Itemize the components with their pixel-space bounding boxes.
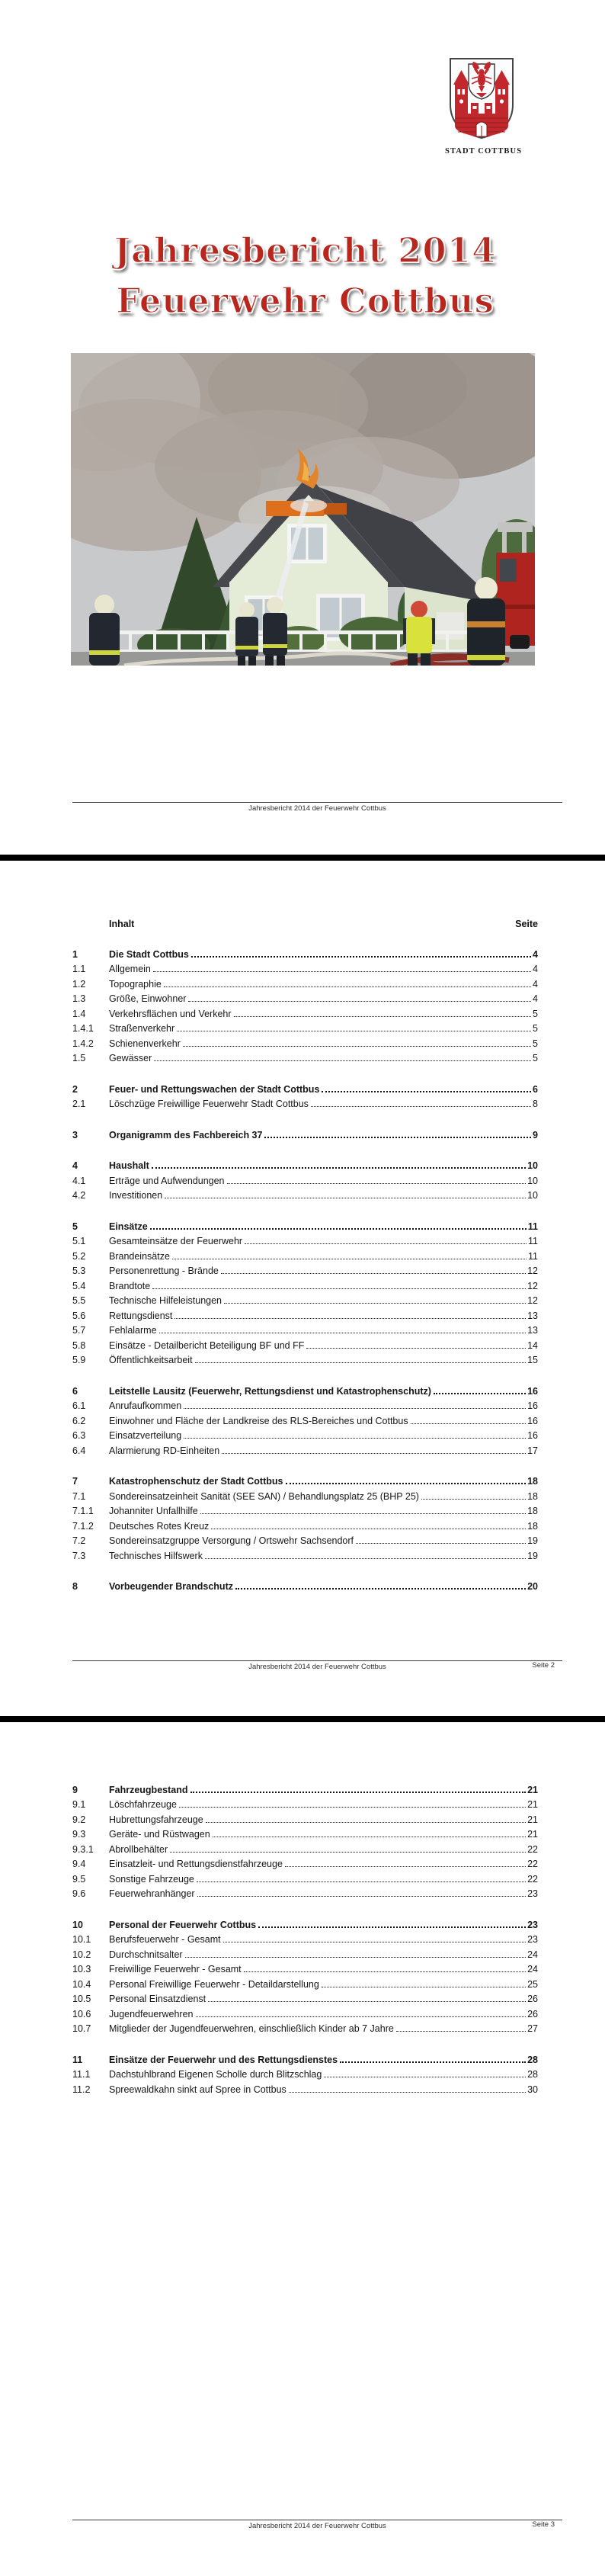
- dot-leader: [258, 1926, 526, 1928]
- toc-entry-7.1.1[interactable]: [72, 1502, 538, 1517]
- dot-leader: [153, 971, 531, 972]
- toc-entry-number: 5.4: [72, 1280, 86, 1291]
- footer-doc-title: Jahresbericht 2014 der Feuerwehr Cottbus: [248, 2522, 386, 2530]
- footer-doc-title: Jahresbericht 2014 der Feuerwehr Cottbus: [248, 804, 386, 813]
- dot-leader: [154, 1060, 531, 1061]
- toc-entry-title: Alarmierung RD-Einheiten: [109, 1445, 220, 1456]
- toc-entry-title: Johanniter Unfallhilfe: [109, 1506, 198, 1516]
- dot-leader: [244, 1971, 526, 1972]
- toc-entry-title: Feuer- und Rettungswachen der Stadt Cottbus: [109, 1083, 320, 1095]
- toc-entry-page: 26: [527, 1994, 538, 2004]
- toc-entry-number: 9.3.1: [72, 1843, 94, 1855]
- toc-entry-title: Geräte- und Rüstwagen: [109, 1829, 210, 1840]
- toc-entry-number: 1.4: [72, 1008, 86, 1019]
- toc-entry-number: 8: [72, 1581, 78, 1592]
- toc-entry-page: 4: [533, 978, 538, 990]
- toc-entry-title: Spreewaldkahn sinkt auf Spree in Cottbus: [109, 2084, 286, 2095]
- dot-leader: [197, 1881, 526, 1882]
- toc-entry-page: 9: [533, 1129, 538, 1140]
- toc-entry-title: Straßenverkehr: [109, 1023, 175, 1034]
- dot-leader: [190, 1792, 527, 1793]
- dot-leader: [152, 1288, 526, 1289]
- toc-entry-number: 9.1: [72, 1799, 86, 1810]
- coat-of-arms-icon: [445, 56, 518, 141]
- toc-entry-5.8[interactable]: [72, 1336, 538, 1351]
- toc-entry-number: 9.6: [72, 1888, 86, 1899]
- dot-leader: [311, 1106, 531, 1107]
- toc-entry-title: Technisches Hilfswerk: [109, 1550, 203, 1561]
- toc-entry-1.1[interactable]: [72, 960, 538, 975]
- toc-entry-6.4[interactable]: [72, 1441, 538, 1456]
- toc-entry-10.2[interactable]: [72, 1945, 538, 1960]
- toc-entry-1.3[interactable]: [72, 990, 538, 1005]
- toc-entry-title: Schienenverkehr: [109, 1038, 181, 1049]
- toc-list-page-2: [72, 945, 538, 1592]
- toc-entry-number: 2.1: [72, 1099, 86, 1109]
- toc-entry-number: 4.2: [72, 1190, 86, 1201]
- toc-entry-page: 14: [527, 1339, 538, 1351]
- toc-entry-10.6[interactable]: [72, 2004, 538, 2019]
- toc-entry-10.3[interactable]: [72, 1960, 538, 1975]
- toc-entry-2.1[interactable]: [72, 1095, 538, 1110]
- toc-entry-number: 10: [72, 1919, 83, 1930]
- report-title-line1: Jahresbericht 2014: [114, 230, 497, 271]
- toc-entry-page: 23: [527, 1919, 538, 1930]
- toc-entry-5.6[interactable]: [72, 1306, 538, 1321]
- toc-entry-number: 9.4: [72, 1859, 86, 1869]
- toc-entry-title: Einwohner und Fläche der Landkreise des RLS-Bereiches und Cottbus: [109, 1415, 408, 1426]
- toc-entry-title: Einsatzverteilung: [109, 1430, 182, 1441]
- toc-entry-number: 5.2: [72, 1250, 86, 1262]
- toc-entry-11.1[interactable]: [72, 2065, 538, 2080]
- toc-entry-page: 6: [533, 1083, 538, 1095]
- toc-entry-number: 1.4.1: [72, 1023, 94, 1034]
- toc-entry-title: Größe, Einwohner: [109, 993, 187, 1004]
- toc-entry-page: 28: [527, 2054, 538, 2065]
- toc-entry-4[interactable]: [72, 1156, 538, 1172]
- toc-entry-page: 22: [527, 1873, 538, 1885]
- dot-leader: [179, 1807, 526, 1808]
- toc-entry-page: 11: [528, 1236, 538, 1246]
- toc-entry-page: 16: [527, 1430, 538, 1441]
- toc-entry-number: 10.6: [72, 2008, 91, 2019]
- toc-entry-number: 5: [72, 1221, 78, 1232]
- toc-entry-number: 5.5: [72, 1295, 86, 1306]
- toc-entry-10.7[interactable]: [72, 2019, 538, 2035]
- toc-entry-title: Einsatzleit- und Rettungsdienstfahrzeuge: [109, 1859, 283, 1869]
- toc-entry-page: 21: [527, 1814, 538, 1825]
- toc-entry-page: 5: [533, 1008, 538, 1019]
- dot-leader: [185, 1957, 527, 1958]
- toc-entry-number: 3: [72, 1129, 78, 1140]
- toc-entry-title: Erträge und Aufwendungen: [109, 1175, 225, 1186]
- toc-entry-page: 15: [527, 1355, 538, 1365]
- toc-entry-title: Topographie: [109, 978, 162, 990]
- toc-entry-number: 1.4.2: [72, 1038, 94, 1049]
- footer-page-number: Seite 2: [532, 1661, 555, 1670]
- toc-entry-number: 10.5: [72, 1994, 91, 2004]
- toc-entry-page: 19: [527, 1535, 538, 1546]
- toc-entry-page: 11: [527, 1221, 538, 1232]
- page-separator-2: [0, 1716, 605, 1722]
- toc-entry-title: Dachstuhlbrand Eigenen Scholle durch Blitzschlag: [109, 2069, 322, 2080]
- toc-entry-page: 17: [527, 1445, 538, 1456]
- dot-leader: [184, 1438, 526, 1439]
- toc-entry-11.2[interactable]: [72, 2080, 538, 2095]
- footer-doc-title: Jahresbericht 2014 der Feuerwehr Cottbus: [248, 1663, 386, 1671]
- dot-leader: [306, 1348, 526, 1349]
- dot-leader: [224, 1303, 526, 1304]
- toc-entry-title: Feuerwehranhänger: [109, 1888, 195, 1899]
- dot-leader: [195, 1362, 527, 1363]
- toc-entry-title: Durchschnitsalter: [109, 1949, 183, 1960]
- toc-entry-9[interactable]: [72, 1780, 538, 1795]
- toc-entry-number: 6.2: [72, 1415, 86, 1426]
- toc-entry-title: Gewässer: [109, 1053, 152, 1063]
- toc-entry-page: 12: [527, 1295, 538, 1306]
- toc-entry-1[interactable]: [72, 945, 538, 960]
- dot-leader: [191, 956, 531, 958]
- dot-leader: [221, 1273, 526, 1274]
- dot-leader: [200, 1513, 526, 1514]
- dot-leader: [340, 2061, 526, 2063]
- dot-leader: [152, 1167, 526, 1169]
- toc-entry-number: 7: [72, 1476, 78, 1487]
- toc-entry-6.3[interactable]: [72, 1426, 538, 1442]
- toc-entry-1.5[interactable]: [72, 1049, 538, 1064]
- dot-leader: [170, 1852, 526, 1853]
- toc-entry-9.3[interactable]: [72, 1825, 538, 1840]
- toc-entry-page: 11: [528, 1250, 538, 1262]
- toc-entry-number: 9: [72, 1784, 78, 1795]
- toc-entry-page: 18: [527, 1490, 538, 1502]
- footer-page-1: [72, 802, 562, 813]
- toc-entry-page: 22: [527, 1859, 538, 1869]
- toc-entry-title: Rettungsdienst: [109, 1310, 173, 1321]
- toc-entry-page: 8: [533, 1099, 538, 1109]
- dot-leader: [197, 1896, 527, 1897]
- toc-entry-9.5[interactable]: [72, 1869, 538, 1885]
- toc-entry-number: 10.4: [72, 1978, 91, 1990]
- toc-entry-page: 5: [533, 1038, 538, 1049]
- toc-entry-9.3.1[interactable]: [72, 1840, 538, 1855]
- toc-entry-4.1[interactable]: [72, 1171, 538, 1186]
- toc-entry-title: Personal Einsatzdienst: [109, 1994, 206, 2004]
- toc-entry-page: 30: [527, 2084, 538, 2095]
- dot-leader: [174, 1318, 526, 1319]
- toc-entry-number: 1.3: [72, 993, 86, 1004]
- dot-leader: [196, 2016, 527, 2017]
- dot-leader: [322, 1091, 531, 1092]
- toc-entry-title: Vorbeugender Brandschutz: [109, 1581, 233, 1592]
- toc-entry-page: 10: [527, 1175, 538, 1186]
- toc-entry-title: Leitstelle Lausitz (Feuerwehr, Rettungsdienst und Katastrophenschutz): [109, 1385, 431, 1397]
- toc-entry-page: 22: [527, 1843, 538, 1855]
- toc-entry-page: 28: [527, 2069, 538, 2080]
- dot-leader: [434, 1393, 526, 1394]
- report-title: [72, 226, 538, 326]
- toc-entry-1.4[interactable]: [72, 1004, 538, 1019]
- dot-leader: [235, 1588, 526, 1590]
- toc-entry-page: 18: [527, 1476, 538, 1487]
- dot-leader: [183, 1046, 531, 1047]
- dot-leader: [184, 1408, 526, 1409]
- toc-entry-number: 1.5: [72, 1053, 86, 1063]
- toc-entry-number: 10.2: [72, 1949, 91, 1960]
- toc-entry-10.4[interactable]: [72, 1975, 538, 1990]
- toc-entry-title: Sondereinsatzgruppe Versorgung / Ortswehr Sachsendorf: [109, 1535, 354, 1546]
- dot-leader: [356, 1543, 526, 1544]
- dot-leader: [150, 1228, 527, 1230]
- toc-entry-2[interactable]: [72, 1079, 538, 1095]
- toc-entry-5.5[interactable]: [72, 1291, 538, 1307]
- toc-entry-title: Sonstige Fahrzeuge: [109, 1873, 194, 1885]
- toc-entry-title: Löschfahrzeuge: [109, 1799, 177, 1810]
- toc-entry-title: Fahrzeugbestand: [109, 1784, 188, 1795]
- dot-leader: [421, 1499, 526, 1500]
- dot-leader: [411, 1423, 527, 1424]
- toc-entry-number: 7.1.2: [72, 1520, 94, 1532]
- toc-entry-title: Personenrettung - Brände: [109, 1266, 219, 1276]
- toc-entry-title: Die Stadt Cottbus: [109, 948, 189, 960]
- toc-entry-number: 10.7: [72, 2023, 91, 2034]
- dot-leader: [227, 1183, 527, 1184]
- dot-leader: [286, 1483, 527, 1484]
- toc-entry-page: 10: [527, 1160, 538, 1171]
- toc-entry-page: 4: [533, 993, 538, 1004]
- dot-leader: [206, 1822, 526, 1823]
- toc-entry-title: Freiwillige Feuerwehr - Gesamt: [109, 1964, 242, 1975]
- toc-entry-page: 24: [527, 1949, 538, 1960]
- toc-entry-page: 27: [527, 2023, 538, 2034]
- dot-leader: [208, 2001, 526, 2002]
- toc-entry-title: Gesamteinsätze der Feuerwehr: [109, 1236, 243, 1246]
- toc-entry-number: 7.2: [72, 1535, 86, 1546]
- toc-entry-9.4[interactable]: [72, 1855, 538, 1870]
- toc-header-inhalt: Inhalt: [109, 919, 135, 929]
- toc-header-seite: Seite: [515, 919, 538, 929]
- toc-entry-6[interactable]: [72, 1381, 538, 1397]
- toc-entry-number: 5.6: [72, 1310, 86, 1321]
- toc-entry-title: Öffentlichkeitsarbeit: [109, 1355, 193, 1365]
- toc-entry-title: Hubrettungsfahrzeuge: [109, 1814, 203, 1825]
- toc-entry-page: 4: [533, 964, 538, 974]
- toc-entry-11[interactable]: [72, 2050, 538, 2065]
- page-2: [0, 861, 605, 1716]
- house-fire-scene: [71, 353, 535, 666]
- toc-entry-3[interactable]: [72, 1125, 538, 1140]
- toc-entry-5.7[interactable]: [72, 1321, 538, 1336]
- toc-entry-page: 23: [527, 1888, 538, 1899]
- toc-entry-title: Allgemein: [109, 964, 151, 974]
- dot-leader: [222, 1453, 526, 1454]
- toc-entry-title: Organigramm des Fachbereich 37: [109, 1129, 263, 1140]
- footer-page-2: [72, 1660, 562, 1671]
- toc-entry-number: 9.5: [72, 1873, 86, 1885]
- toc-entry-number: 7.3: [72, 1550, 86, 1561]
- toc-entry-10[interactable]: [72, 1915, 538, 1930]
- dot-leader: [188, 1001, 531, 1002]
- toc-entry-page: 4: [533, 948, 538, 960]
- toc-entry-title: Fehlalarme: [109, 1325, 157, 1336]
- toc-entry-5.4[interactable]: [72, 1276, 538, 1291]
- toc-entry-number: 9.3: [72, 1829, 86, 1840]
- toc-entry-page: 5: [533, 1053, 538, 1063]
- logo-caption: STADT COTTBUS: [445, 147, 523, 156]
- toc-entry-number: 11: [72, 2054, 83, 2065]
- toc-entry-number: 6: [72, 1385, 78, 1397]
- toc-entry-title: Investitionen: [109, 1190, 163, 1201]
- toc-entry-number: 5.9: [72, 1355, 86, 1365]
- toc-entry-title: Anrufaufkommen: [109, 1400, 182, 1411]
- toc-entry-7[interactable]: [72, 1472, 538, 1487]
- toc-entry-page: 5: [533, 1023, 538, 1034]
- dot-leader: [205, 1558, 526, 1559]
- toc-entry-title: Einsätze - Detailbericht Beteiligung BF und FF: [109, 1339, 305, 1351]
- toc-entry-7.1.2[interactable]: [72, 1516, 538, 1532]
- toc-entry-title: Personal der Feuerwehr Cottbus: [109, 1919, 257, 1930]
- toc-entry-6.2[interactable]: [72, 1411, 538, 1426]
- toc-entry-number: 11.2: [72, 2084, 91, 2095]
- toc-entry-7.2[interactable]: [72, 1532, 538, 1547]
- toc-entry-number: 7.1: [72, 1490, 86, 1502]
- toc-entry-page: 12: [527, 1266, 538, 1276]
- toc-entry-page: 23: [527, 1934, 538, 1945]
- toc-entry-9.1[interactable]: [72, 1795, 538, 1811]
- toc-entry-page: 18: [527, 1506, 538, 1516]
- toc-entry-page: 21: [527, 1829, 538, 1840]
- toc-entry-page: 25: [527, 1978, 538, 1990]
- toc-entry-8[interactable]: [72, 1577, 538, 1593]
- cover-photo: [71, 353, 535, 666]
- toc-entry-page: 20: [527, 1581, 538, 1592]
- toc-entry-5[interactable]: [72, 1217, 538, 1232]
- toc-entry-page: 12: [527, 1280, 538, 1291]
- dot-leader: [396, 2031, 526, 2032]
- toc-entry-number: 5.1: [72, 1236, 86, 1246]
- toc-entry-5.1[interactable]: [72, 1232, 538, 1247]
- toc-entry-number: 11.1: [72, 2069, 91, 2080]
- toc-entry-10.5[interactable]: [72, 1990, 538, 2005]
- toc-entry-title: Mitglieder der Jugendfeuerwehren, einschließlich Kinder ab 7 Jahre: [109, 2023, 394, 2034]
- toc-header: [72, 919, 538, 929]
- toc-entry-7.1[interactable]: [72, 1487, 538, 1502]
- dot-leader: [285, 1866, 526, 1867]
- toc-entry-page: 13: [527, 1310, 538, 1321]
- report-title-line2: Feuerwehr Cottbus: [116, 281, 495, 322]
- toc-entry-number: 9.2: [72, 1814, 86, 1825]
- toc-entry-9.2[interactable]: [72, 1810, 538, 1825]
- toc-entry-1.4.2[interactable]: [72, 1034, 538, 1049]
- toc-entry-5.3[interactable]: [72, 1262, 538, 1277]
- toc-entry-number: 2: [72, 1083, 78, 1095]
- toc-entry-number: 5.3: [72, 1266, 86, 1276]
- toc-entry-number: 4.1: [72, 1175, 86, 1186]
- toc-entry-number: 4: [72, 1160, 78, 1171]
- stadt-cottbus-logo: [445, 56, 523, 156]
- toc-entry-page: 21: [527, 1784, 538, 1795]
- toc-entry-number: 6.3: [72, 1430, 86, 1441]
- toc-entry-title: Brandtote: [109, 1280, 151, 1291]
- toc-entry-title: Technische Hilfeleistungen: [109, 1295, 222, 1306]
- toc-entry-page: 21: [527, 1799, 538, 1810]
- page-separator-1: [0, 855, 605, 861]
- toc-entry-page: 16: [527, 1415, 538, 1426]
- toc-entry-title: Brandeinsätze: [109, 1250, 170, 1262]
- toc-entry-10.1[interactable]: [72, 1930, 538, 1946]
- toc-entry-number: 1.1: [72, 964, 86, 974]
- toc-entry-number: 5.7: [72, 1325, 86, 1336]
- toc-entry-1.2[interactable]: [72, 974, 538, 990]
- toc-entry-page: 26: [527, 2008, 538, 2019]
- page-1: [0, 0, 605, 855]
- toc-entry-page: 16: [527, 1400, 538, 1411]
- toc-entry-title: Personal Freiwillige Feuerwehr - Detaildarstellung: [109, 1978, 319, 1990]
- toc-entry-number: 10.3: [72, 1964, 91, 1975]
- dot-leader: [264, 1137, 531, 1138]
- page-3: [0, 1722, 605, 2576]
- toc-entry-5.9[interactable]: [72, 1351, 538, 1366]
- dot-leader: [289, 2092, 526, 2093]
- toc-entry-5.2[interactable]: [72, 1246, 538, 1262]
- toc-entry-title: Einsätze der Feuerwehr und des Rettungsdienstes: [109, 2054, 338, 2065]
- toc-entry-title: Deutsches Rotes Kreuz: [109, 1520, 210, 1532]
- toc-entry-1.4.1[interactable]: [72, 1019, 538, 1035]
- toc-entry-title: Haushalt: [109, 1160, 149, 1171]
- toc-entry-title: Berufsfeuerwehr - Gesamt: [109, 1934, 221, 1945]
- toc-entry-title: Abrollbehälter: [109, 1843, 168, 1855]
- toc-entry-page: 16: [527, 1385, 538, 1397]
- toc-entry-page: 19: [527, 1550, 538, 1561]
- toc-entry-title: Einsätze: [109, 1221, 148, 1232]
- toc-entry-4.2[interactable]: [72, 1186, 538, 1201]
- toc-entry-number: 6.1: [72, 1400, 86, 1411]
- toc-entry-page: 10: [527, 1190, 538, 1201]
- toc-entry-title: Sondereinsatzeinheit Sanität (SEE SAN) / Behandlungsplatz 25 (BHP 25): [109, 1490, 419, 1502]
- toc-entry-page: 13: [527, 1325, 538, 1336]
- toc-entry-page: 18: [527, 1520, 538, 1532]
- dot-leader: [164, 986, 531, 987]
- toc-entry-6.1[interactable]: [72, 1397, 538, 1412]
- dot-leader: [245, 1243, 527, 1244]
- toc-list-page-3: [72, 1780, 538, 2095]
- toc-entry-9.6[interactable]: [72, 1885, 538, 1900]
- dot-leader: [234, 1016, 532, 1017]
- toc-entry-number: 1.2: [72, 978, 86, 990]
- toc-entry-title: Katastrophenschutz der Stadt Cottbus: [109, 1476, 283, 1487]
- toc-entry-title: Löschzüge Freiwillige Feuerwehr Stadt Cottbus: [109, 1099, 309, 1109]
- toc-entry-title: Verkehrsflächen und Verkehr: [109, 1008, 232, 1019]
- footer-page-3: [72, 2520, 562, 2530]
- toc-entry-number: 6.4: [72, 1445, 86, 1456]
- toc-entry-number: 5.8: [72, 1339, 86, 1351]
- toc-entry-number: 10.1: [72, 1934, 91, 1945]
- toc-entry-7.3[interactable]: [72, 1546, 538, 1561]
- toc-entry-title: Jugendfeuerwehren: [109, 2008, 194, 2019]
- toc-entry-number: 1: [72, 948, 78, 960]
- toc-entry-number: 7.1.1: [72, 1506, 94, 1516]
- toc-entry-page: 24: [527, 1964, 538, 1975]
- footer-page-number: Seite 3: [532, 2520, 555, 2529]
